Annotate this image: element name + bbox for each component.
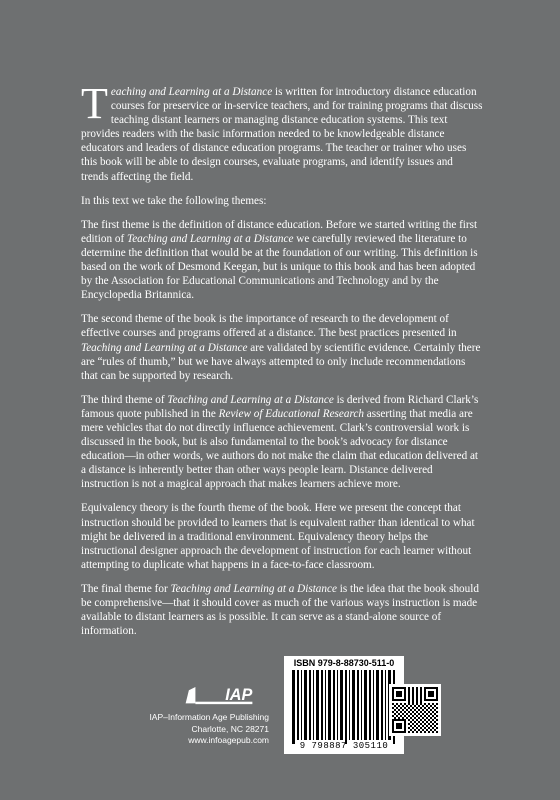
- qr-module: [432, 703, 434, 705]
- qr-module: [408, 723, 410, 725]
- qr-module: [416, 731, 418, 733]
- qr-module: [426, 729, 428, 731]
- qr-module: [424, 727, 426, 729]
- qr-module: [412, 693, 414, 695]
- paragraph: [81, 582, 483, 638]
- text-run: we carefully reviewed the literature to determine the definition that would be at the foundation of our writing. This definition is based on the work of Desmond Keegan, but is unique to this book and has been adopted by the Association for Educational Communications and Technology and by the Encyclopedia Britannica.: [81, 232, 478, 302]
- qr-module: [414, 725, 416, 727]
- qr-module: [434, 713, 436, 715]
- qr-module: [416, 691, 418, 693]
- qr-module: [412, 715, 414, 717]
- qr-module: [424, 707, 426, 709]
- qr-module: [408, 703, 410, 705]
- qr-module: [420, 703, 422, 705]
- qr-module: [434, 725, 436, 727]
- qr-module: [408, 719, 410, 721]
- qr-module: [436, 719, 438, 721]
- barcode-bar: [357, 670, 359, 740]
- qr-module: [422, 709, 424, 711]
- qr-module: [428, 707, 430, 709]
- italic-title: eaching and Learning at a Distance: [110, 86, 273, 98]
- qr-module: [404, 715, 406, 717]
- qr-module: [400, 703, 402, 705]
- qr-module: [408, 695, 410, 697]
- qr-module: [434, 721, 436, 723]
- qr-module: [420, 719, 422, 721]
- qr-module: [424, 731, 426, 733]
- qr-module: [412, 723, 414, 725]
- qr-module: [394, 717, 396, 719]
- qr-code: [389, 684, 441, 736]
- qr-module: [396, 715, 398, 717]
- text-run: is derived from Richard Clark’s famous quote published in the: [81, 393, 479, 420]
- qr-module: [436, 707, 438, 709]
- barcode-bar: [304, 670, 307, 740]
- qr-module: [402, 709, 404, 711]
- barcode-bar: [309, 670, 311, 740]
- qr-module: [392, 715, 394, 717]
- qr-module: [420, 715, 422, 717]
- qr-module: [414, 713, 416, 715]
- paragraph: [81, 218, 483, 303]
- qr-module: [392, 711, 394, 713]
- qr-module: [416, 689, 418, 691]
- paragraph: [81, 79, 483, 184]
- qr-module: [432, 715, 434, 717]
- qr-module: [420, 723, 422, 725]
- qr-module: [428, 727, 430, 729]
- barcode-bar: [352, 670, 355, 740]
- barcode-bar: [292, 670, 295, 744]
- barcode-bar: [297, 670, 299, 740]
- qr-module: [422, 721, 424, 723]
- qr-module: [404, 707, 406, 709]
- qr-module: [416, 723, 418, 725]
- qr-module: [402, 705, 404, 707]
- qr-module: [412, 719, 414, 721]
- italic-title: Teaching and Learning at a Distance: [81, 341, 248, 354]
- qr-module: [434, 709, 436, 711]
- barcode-bar: [316, 670, 319, 740]
- paragraph: [81, 393, 483, 492]
- qr-module: [412, 703, 414, 705]
- qr-module: [416, 701, 418, 703]
- qr-module: [422, 717, 424, 719]
- barcode-bars-icon: [284, 656, 404, 754]
- qr-module: [406, 717, 408, 719]
- qr-module: [394, 705, 396, 707]
- qr-module: [426, 725, 428, 727]
- qr-module: [408, 699, 410, 701]
- qr-module: [434, 717, 436, 719]
- text-run: The first theme is the definition of distance education. Before we started writing the first edition of: [81, 218, 478, 245]
- barcode-bar: [313, 670, 314, 740]
- qr-module: [424, 715, 426, 717]
- qr-module: [396, 711, 398, 713]
- qr-module: [412, 689, 414, 691]
- qr-module: [420, 687, 422, 689]
- paragraph: [81, 312, 483, 382]
- text-run: The second theme of the book is the importance of research to the development of effective courses and programs offered at a distance. The best practices presented in: [81, 313, 457, 340]
- qr-module: [436, 711, 438, 713]
- qr-module: [434, 729, 436, 731]
- qr-module: [412, 727, 414, 729]
- qr-module: [432, 707, 434, 709]
- qr-module: [422, 729, 424, 731]
- qr-module: [420, 707, 422, 709]
- barcode-bar: [381, 670, 383, 740]
- qr-module: [420, 693, 422, 695]
- publisher-url: www.infoagepub.com: [188, 735, 269, 745]
- qr-module: [420, 691, 422, 693]
- barcode-bar: [369, 670, 371, 740]
- qr-module: [408, 687, 410, 689]
- qr-module: [420, 711, 422, 713]
- text-run: In this text we take the following themes:: [81, 194, 267, 207]
- qr-module: [426, 721, 428, 723]
- qr-module: [398, 709, 400, 711]
- qr-module: [420, 695, 422, 697]
- isbn-label: ISBN 979-8-88730-511-0: [293, 658, 395, 668]
- qr-module: [432, 711, 434, 713]
- barcode-digits: 9 798887 305110: [299, 741, 389, 751]
- barcode-bar: [345, 670, 347, 744]
- qr-module: [412, 701, 414, 703]
- qr-module: [428, 703, 430, 705]
- drop-cap: T: [81, 79, 108, 128]
- isbn-barcode: [284, 656, 404, 754]
- qr-module: [408, 689, 410, 691]
- paragraph: [81, 501, 483, 571]
- qr-module: [392, 707, 394, 709]
- qr-finder: [396, 723, 402, 729]
- qr-module: [424, 719, 426, 721]
- qr-module: [434, 705, 436, 707]
- qr-module: [426, 709, 428, 711]
- qr-module: [428, 715, 430, 717]
- publisher-info: [129, 712, 269, 747]
- barcode-bar: [361, 670, 362, 740]
- qr-module: [420, 731, 422, 733]
- barcode-bar: [325, 670, 326, 740]
- qr-module: [412, 687, 414, 689]
- qr-module: [398, 713, 400, 715]
- qr-code-icon: [389, 684, 441, 736]
- qr-module: [416, 707, 418, 709]
- qr-module: [428, 719, 430, 721]
- qr-module: [408, 731, 410, 733]
- qr-module: [392, 703, 394, 705]
- qr-module: [414, 729, 416, 731]
- barcode-bar: [337, 670, 338, 740]
- qr-module: [418, 717, 420, 719]
- qr-module: [424, 711, 426, 713]
- logo-text: IAP: [225, 686, 253, 705]
- qr-module: [408, 691, 410, 693]
- qr-module: [396, 707, 398, 709]
- qr-module: [426, 717, 428, 719]
- qr-module: [416, 727, 418, 729]
- qr-module: [406, 709, 408, 711]
- qr-module: [398, 717, 400, 719]
- qr-module: [424, 703, 426, 705]
- qr-module: [418, 729, 420, 731]
- text-run: The final theme for: [81, 582, 171, 595]
- qr-module: [400, 707, 402, 709]
- qr-module: [420, 727, 422, 729]
- qr-module: [408, 727, 410, 729]
- qr-module: [436, 723, 438, 725]
- qr-module: [416, 693, 418, 695]
- barcode-bar: [364, 670, 367, 740]
- qr-module: [426, 713, 428, 715]
- qr-module: [416, 715, 418, 717]
- barcode-bar: [301, 670, 302, 740]
- qr-module: [430, 713, 432, 715]
- qr-module: [410, 709, 412, 711]
- italic-title: Teaching and Learning at a Distance: [167, 393, 334, 406]
- qr-module: [408, 711, 410, 713]
- qr-module: [400, 711, 402, 713]
- text-run: are validated by scientific evidence. Certainly there are “rules of thumb,” but we have always attempted to only include recommendations that can be supported by research.: [81, 341, 481, 382]
- qr-module: [412, 695, 414, 697]
- qr-module: [420, 689, 422, 691]
- text-run: Equivalency theory is the fourth theme of the book. Here we present the concept that instruction should be provided to learners that is equivalent rather than identical to what might be delivered in a traditional environment. Equivalency theory helps the instructional designer approach the development of instruction for each learner without attempting to duplicate what happens in a face-to-face classroom.: [81, 502, 475, 571]
- barcode-bar: [340, 670, 343, 740]
- qr-module: [414, 721, 416, 723]
- qr-module: [430, 717, 432, 719]
- qr-module: [418, 713, 420, 715]
- qr-module: [436, 703, 438, 705]
- text-run: asserting that media are mere vehicles that do not directly influence achievement. Clark’s controversial work is discussed in the book, but is also fundamental to the book’s advocacy for distance education—in other words, we authors do not make the claim that education delivered at a distance is inherently better than other ways people learn. Distance delivered instruction is not a magical approach that makes learners achieve more.: [81, 407, 479, 491]
- qr-module: [416, 711, 418, 713]
- barcode-bar: [373, 670, 374, 740]
- qr-module: [410, 721, 412, 723]
- qr-module: [414, 705, 416, 707]
- text-run: The third theme of: [81, 393, 168, 406]
- qr-module: [436, 731, 438, 733]
- qr-module: [430, 709, 432, 711]
- qr-finder: [396, 691, 402, 697]
- iap-logo-icon: [184, 684, 254, 708]
- barcode-bar: [321, 670, 323, 740]
- qr-module: [414, 709, 416, 711]
- qr-module: [410, 729, 412, 731]
- qr-module: [420, 699, 422, 701]
- qr-module: [418, 709, 420, 711]
- qr-module: [400, 715, 402, 717]
- qr-module: [418, 705, 420, 707]
- qr-module: [416, 695, 418, 697]
- qr-module: [406, 713, 408, 715]
- qr-module: [430, 705, 432, 707]
- paragraph: [81, 194, 483, 208]
- qr-module: [426, 705, 428, 707]
- qr-finder: [428, 691, 434, 697]
- qr-module: [394, 709, 396, 711]
- qr-module: [402, 717, 404, 719]
- qr-module: [422, 725, 424, 727]
- qr-module: [410, 725, 412, 727]
- description-text: [81, 79, 483, 648]
- qr-module: [422, 705, 424, 707]
- qr-module: [410, 713, 412, 715]
- qr-module: [412, 697, 414, 699]
- qr-module: [420, 697, 422, 699]
- qr-module: [398, 705, 400, 707]
- qr-module: [402, 713, 404, 715]
- qr-module: [436, 727, 438, 729]
- qr-module: [406, 705, 408, 707]
- qr-module: [412, 707, 414, 709]
- qr-module: [404, 703, 406, 705]
- qr-module: [408, 697, 410, 699]
- qr-module: [416, 697, 418, 699]
- qr-module: [416, 687, 418, 689]
- qr-module: [428, 711, 430, 713]
- publisher-name: IAP–Information Age Publishing: [149, 712, 269, 722]
- text-run: is the idea that the book should be comprehensive—that it should cover as much of the various ways instruction is made available to distant learners as is possible. It can serve as a stand-alone source of information.: [81, 582, 479, 638]
- qr-module: [410, 705, 412, 707]
- qr-module: [416, 719, 418, 721]
- qr-module: [430, 725, 432, 727]
- italic-title: Review of Educational Research: [218, 407, 364, 420]
- italic-title: Teaching and Learning at a Distance: [170, 582, 337, 595]
- qr-module: [432, 731, 434, 733]
- qr-module: [414, 717, 416, 719]
- qr-module: [428, 723, 430, 725]
- barcode-bar: [385, 670, 386, 740]
- barcode-bar: [333, 670, 335, 740]
- qr-module: [408, 707, 410, 709]
- barcode-bar: [376, 670, 379, 740]
- barcode-bar: [349, 670, 350, 740]
- qr-module: [432, 723, 434, 725]
- qr-module: [428, 731, 430, 733]
- publisher-city: Charlotte, NC 28271: [191, 723, 269, 734]
- qr-module: [394, 713, 396, 715]
- qr-module: [396, 703, 398, 705]
- qr-module: [432, 727, 434, 729]
- qr-module: [408, 693, 410, 695]
- qr-module: [430, 729, 432, 731]
- qr-module: [412, 691, 414, 693]
- qr-module: [422, 713, 424, 715]
- qr-module: [418, 721, 420, 723]
- qr-module: [432, 719, 434, 721]
- qr-module: [430, 721, 432, 723]
- qr-module: [404, 711, 406, 713]
- qr-module: [416, 699, 418, 701]
- qr-module: [420, 701, 422, 703]
- qr-module: [418, 725, 420, 727]
- qr-module: [410, 717, 412, 719]
- qr-module: [408, 715, 410, 717]
- italic-title: Teaching and Learning at a Distance: [127, 232, 294, 245]
- qr-module: [436, 715, 438, 717]
- text-run: is written for introductory distance education courses for preservice or in-service teachers, and for training programs that discuss teaching distant learners or managing distance education systems. This text provides readers with the basic information needed to be knowledgeable distance educators and leaders of distance education programs. The teacher or trainer who uses this book will be able to design courses, evaluate programs, and identify issues and trends affecting the field.: [81, 86, 483, 183]
- qr-module: [424, 723, 426, 725]
- qr-module: [416, 703, 418, 705]
- qr-module: [412, 699, 414, 701]
- qr-module: [412, 711, 414, 713]
- barcode-bar: [328, 670, 331, 740]
- qr-module: [412, 731, 414, 733]
- qr-module: [408, 701, 410, 703]
